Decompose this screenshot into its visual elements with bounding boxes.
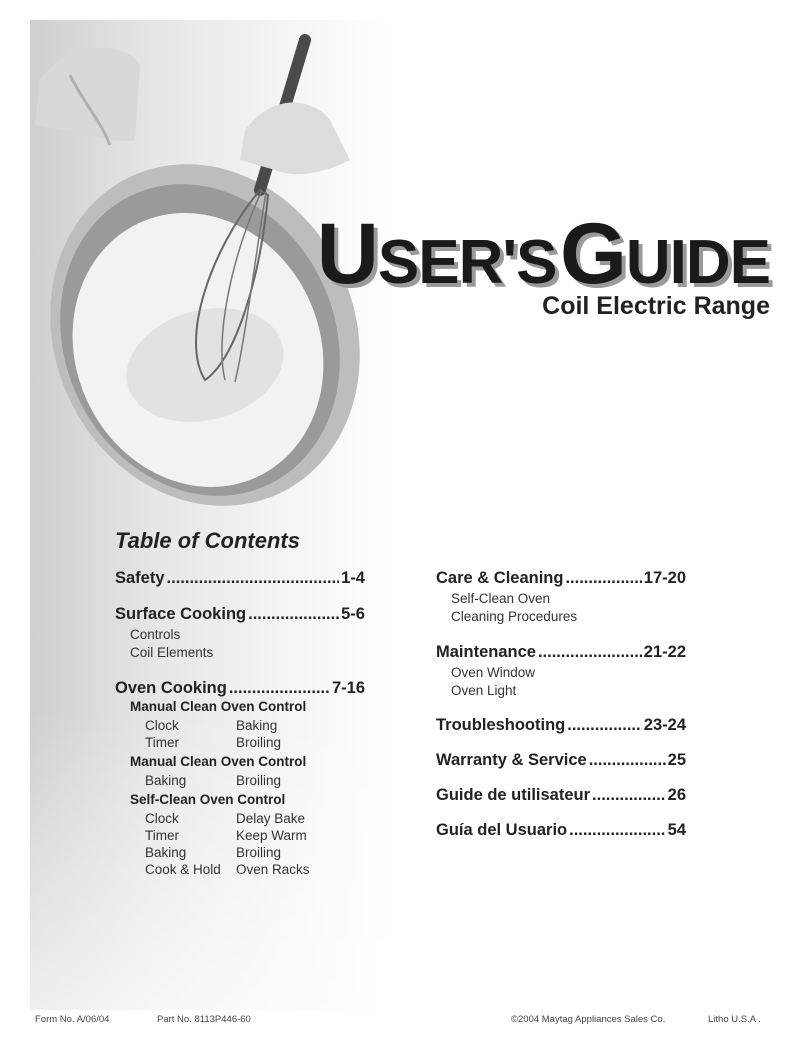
toc-subitem: Self-Clean Oven — [451, 591, 551, 606]
part-number: Part No. 8113P446-60 — [157, 1014, 251, 1025]
dot-leader — [167, 568, 340, 588]
toc-pages: 54 — [667, 821, 686, 839]
toc-subitem-row: Clock Baking — [145, 718, 278, 733]
title-uide: UIDE — [625, 228, 770, 297]
toc-subheading: Manual Clean Oven Control — [130, 754, 307, 769]
toc-heading: Table of Contents — [115, 528, 300, 553]
dot-leader — [565, 568, 641, 588]
toc-pages: 23-24 — [643, 716, 686, 734]
toc-label: Care & Cleaning — [436, 569, 564, 587]
toc-label: Warranty & Service — [436, 751, 587, 769]
toc-subitem-row: Baking Broiling — [145, 845, 282, 860]
litho-notice: Litho U.S.A . — [708, 1014, 761, 1025]
copyright: ©2004 Maytag Appliances Sales Co. — [511, 1014, 666, 1025]
toc-entry-care-cleaning[interactable] — [436, 568, 686, 588]
toc-subitem: Controls — [130, 627, 181, 642]
product-subtitle: Coil Electric Range — [542, 292, 770, 320]
toc-subheading: Self-Clean Oven Control — [130, 792, 286, 807]
toc-left-column — [115, 568, 365, 878]
toc-subitem-row: Timer Keep Warm — [145, 828, 307, 843]
toc-subitem-row: Timer Broiling — [145, 735, 282, 750]
toc-entry-guia-del-usuario[interactable] — [436, 820, 686, 840]
toc-label: Guía del Usuario — [436, 821, 568, 839]
toc-pages: 26 — [667, 786, 686, 804]
toc-subitem: Oven Light — [451, 682, 517, 698]
toc-subitem: Oven Window — [451, 665, 536, 680]
title-g: G — [559, 206, 626, 302]
toc-subheading: Manual Clean Oven Control — [130, 699, 307, 714]
toc-pages: 25 — [667, 751, 686, 769]
title-apos-s: 'S — [502, 228, 557, 297]
dot-leader — [229, 678, 330, 698]
toc-entry-warranty-service[interactable] — [436, 750, 686, 770]
toc-pages: 17-20 — [643, 569, 686, 587]
toc-subitem: Coil Elements — [130, 644, 214, 660]
toc-label: Safety — [115, 569, 165, 587]
guide-title — [317, 205, 770, 304]
toc-entry-oven-cooking[interactable] — [115, 678, 365, 698]
toc-right-column — [436, 568, 686, 840]
toc-label: Surface Cooking — [115, 605, 247, 623]
toc-pages: 1-4 — [341, 569, 365, 587]
toc-subitem-row: Baking Broiling — [145, 773, 282, 788]
title-u: U — [316, 206, 378, 302]
toc-entry-safety[interactable] — [115, 568, 365, 588]
toc-label: Oven Cooking — [115, 679, 227, 697]
toc-label: Maintenance — [436, 643, 536, 661]
toc-pages: 7-16 — [331, 679, 365, 697]
toc-subitem-row: Cook & Hold Oven Racks — [145, 862, 310, 877]
dot-leader — [589, 750, 666, 770]
title-ser: SER — [377, 228, 503, 297]
toc-entry-maintenance[interactable] — [436, 642, 686, 662]
toc-entry-guide-de-utilisateur[interactable] — [436, 785, 686, 805]
toc-pages: 5-6 — [341, 605, 365, 623]
form-number: Form No. A/06/04 — [35, 1014, 110, 1025]
toc-entry-surface-cooking[interactable] — [115, 604, 365, 624]
dot-leader — [592, 785, 666, 805]
toc-entry-troubleshooting[interactable] — [436, 715, 686, 735]
dot-leader — [248, 604, 339, 624]
dot-leader — [538, 642, 642, 662]
toc-subitem-row: Clock Delay Bake — [145, 811, 306, 826]
toc-label: Guide de utilisateur — [436, 786, 591, 804]
dot-leader — [567, 715, 642, 735]
toc-pages: 21-22 — [643, 643, 686, 661]
toc-subitem: Cleaning Procedures — [451, 608, 578, 624]
toc-label: Troubleshooting — [436, 716, 566, 734]
dot-leader — [569, 820, 666, 840]
